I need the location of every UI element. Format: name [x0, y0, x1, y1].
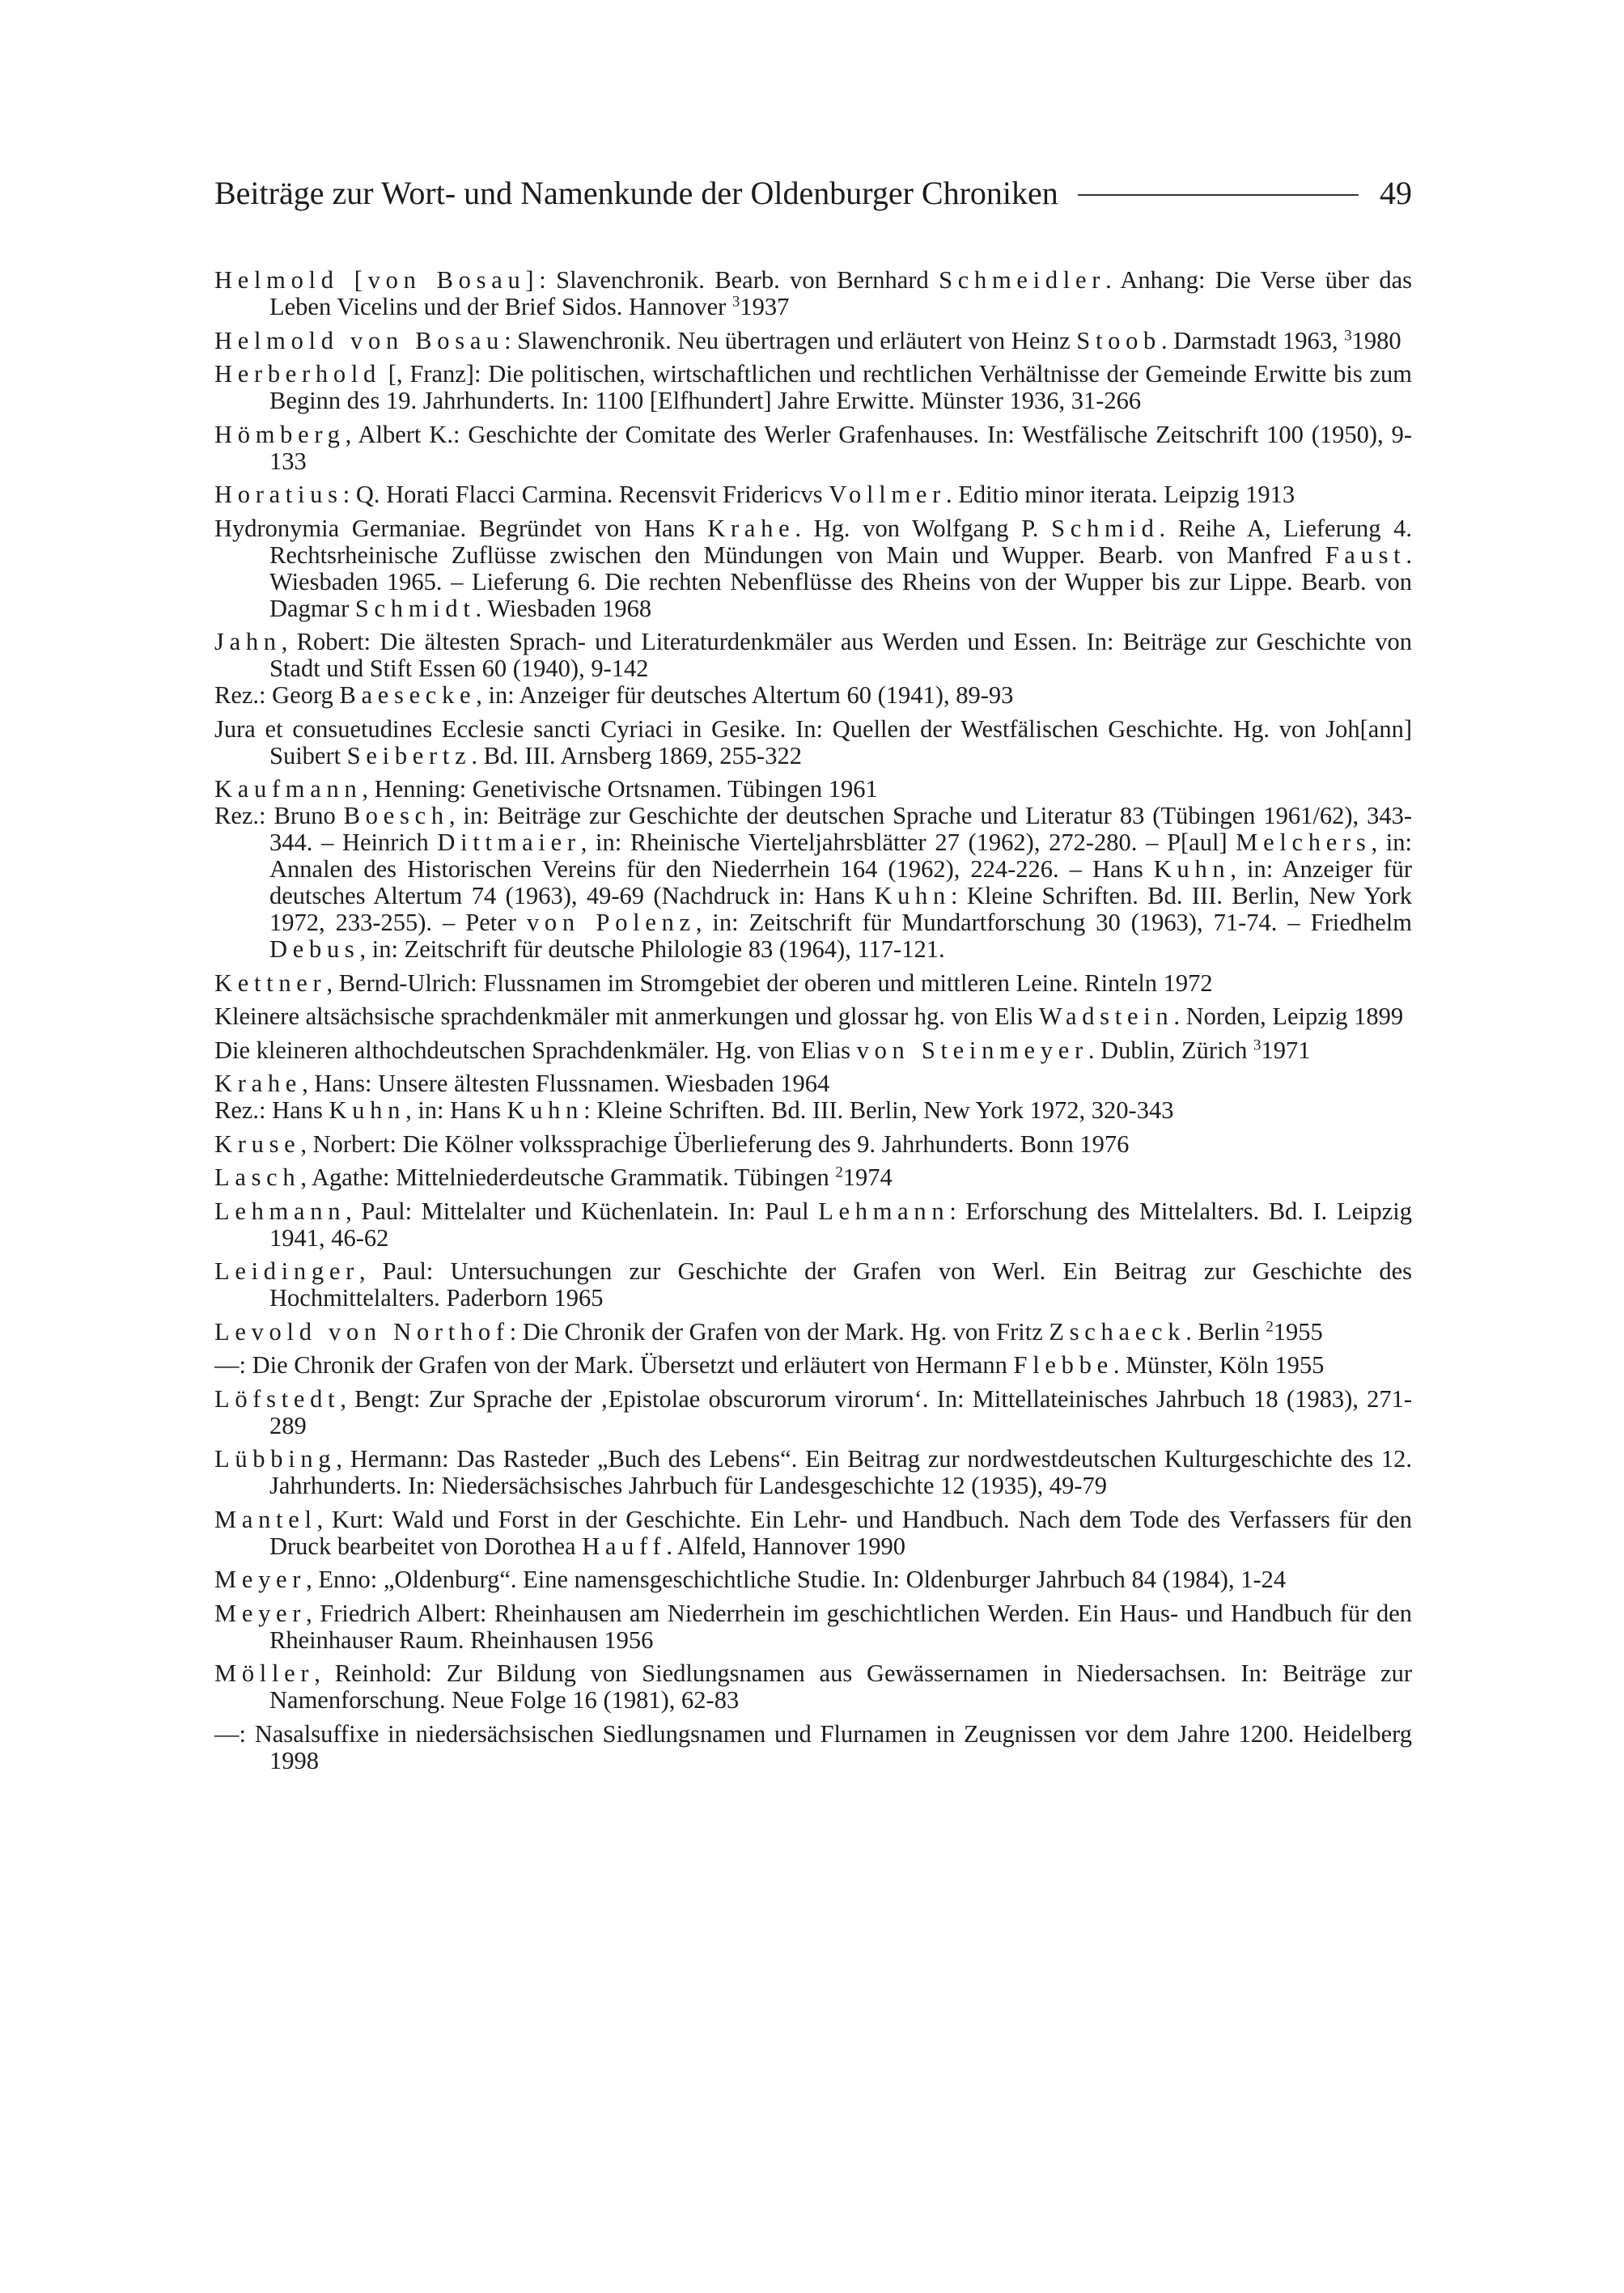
entry-text: , Bernd-Ulrich: Flussnamen im Stromgebiet der oberen und mittleren Leine. Rinteln 1972 [326, 968, 1213, 997]
review-note [214, 681, 1412, 709]
entry-text: . Dublin, Zürich [1088, 1036, 1253, 1064]
page-number: 49 [1380, 174, 1412, 211]
author-name: Hauff [582, 1532, 667, 1560]
entry-text: , Reinhold: Zur Bildung von Siedlungsnamen aus Gewässernamen in Niedersachsen. In: Beiträge zur Namenforschung. Neue Folge 16 (1981), 62-83 [269, 1659, 1412, 1714]
entry-text: : Kleine Schriften. Bd. III. Berlin, New York 1972, 233-255). – Peter [269, 882, 1412, 936]
entry-text: . Darmstadt 1963, [1161, 326, 1345, 354]
entry-text: , in: Hans [405, 1096, 507, 1124]
author-name: Kuhn [507, 1096, 584, 1124]
edition-superscript: 3 [731, 293, 740, 311]
entry-text: —: Die Chronik der Grafen von der Mark. Übersetzt und erläutert von Hermann [214, 1351, 1014, 1379]
author-name: von Steinmeyer [856, 1036, 1088, 1064]
bibliography-entry [214, 1600, 1412, 1654]
entry-text: . Reihe A, Lieferung 4. Rechtsrheinische Zuflüsse zwischen den Mündungen von Main und Wupper. Bearb. von Manfred [269, 514, 1412, 569]
entry-text: , in: Beiträge zur Geschichte der deutschen Sprache und Literatur 83 (Tübingen 1961/62), 343-344. – Heinrich [269, 802, 1412, 856]
entry-text: , in: Anzeiger für deutsches Altertum 60 (1941), 89-93 [476, 681, 1014, 709]
author-name: von Polenz [526, 909, 696, 936]
entry-text: Kleinere altsächsische sprachdenkmäler mit anmerkungen und glossar hg. von Elis [214, 1002, 1039, 1030]
author-name: Krahe [214, 1070, 303, 1097]
entry-text: . Berlin [1185, 1317, 1266, 1346]
bibliography-entry [214, 1070, 1412, 1124]
entry-text: , Hans: Unsere ältesten Flussnamen. Wiesbaden 1964 [302, 1070, 830, 1097]
entry-text: . Wiesbaden 1968 [475, 594, 652, 622]
edition-superscript: 3 [1253, 1036, 1261, 1054]
author-name: Vollmer [829, 481, 946, 508]
author-name: Möller [214, 1659, 315, 1687]
author-name: Horatius [214, 481, 343, 508]
author-name: Lehmann [818, 1197, 950, 1225]
entry-text: 1971 [1261, 1036, 1311, 1064]
author-name: Baesecke [339, 681, 477, 709]
bibliography-entry [214, 1003, 1412, 1030]
bibliography-entry [214, 776, 1412, 963]
entry-text: Rez.: Georg [214, 681, 340, 709]
entry-text: , Paul: Untersuchungen zur Geschichte der Grafen von Werl. Ein Beitrag zur Geschichte des Hochmittelalters. Paderborn 1965 [269, 1257, 1412, 1312]
bibliography-entry [214, 1507, 1412, 1560]
header-rule [1078, 194, 1359, 196]
bibliography-entry [214, 1198, 1412, 1252]
entry-text: Jura et consuetudines Ecclesie sancti Cyriaci in Gesike. In: Quellen der Westfälischen Geschichte. Hg. von Joh[ann] Suibert [214, 714, 1412, 769]
bibliography-entry [214, 1319, 1412, 1346]
bibliography-entry [214, 1258, 1412, 1312]
entry-text: Rez.: Bruno [214, 802, 344, 829]
entry-text: 1955 [1273, 1317, 1323, 1346]
author-name: Zschaeck [1049, 1317, 1186, 1346]
author-name: Lehmann [214, 1197, 346, 1225]
entry-text: : Kleine Schriften. Bd. III. Berlin, New York 1972, 320-343 [583, 1096, 1174, 1124]
author-name: Faust [1325, 540, 1406, 569]
bibliography-entry [214, 1352, 1412, 1379]
bibliography-entry [214, 328, 1412, 354]
entry-text: , in: Annalen des Historischen Vereins für den Niederrhein 164 (1962), 224-226. – Hans [269, 829, 1412, 883]
entry-text: , Albert K.: Geschichte der Comitate des Werler Grafenhauses. In: Westfälische Zeitschrift 100 (1950), 9-133 [269, 420, 1412, 475]
entry-text: , Enno: „Oldenburg“. Eine namensgeschichtliche Studie. In: Oldenburger Jahrbuch 84 (1984), 1-24 [306, 1566, 1287, 1593]
entry-text: , Hermann: Das Rasteder „Buch des Lebens“. Ein Beitrag zur nordwestdeutschen Kulturgeschichte des 12. Jahrhunderts. In: Niedersächsisches Jahrbuch für Landesgeschichte 12 (1935), 49-79 [269, 1445, 1412, 1499]
author-name: Krahe [707, 514, 795, 542]
entry-text: . Editio minor iterata. Leipzig 1913 [945, 481, 1295, 508]
entry-text: , Agathe: Mittelniederdeutsche Grammatik. Tübingen [300, 1163, 836, 1191]
author-name: Kuhn [874, 882, 951, 909]
entry-text: , Henning: Genetivische Ortsnamen. Tübingen 1961 [362, 775, 878, 803]
edition-superscript: 2 [1266, 1318, 1274, 1336]
entry-text: , Kurt: Wald und Forst in der Geschichte. Ein Lehr- und Handbuch. Nach dem Tode des Verfassers für den Druck bearbeitet von Dorothea [269, 1505, 1412, 1560]
entry-text: . Hg. von Wolfgang P. [795, 514, 1052, 542]
author-name: Melchers [1236, 829, 1372, 856]
author-name: Debus [269, 935, 360, 963]
bibliography-entry [214, 481, 1412, 508]
author-name: Levold von Northof [214, 1317, 510, 1346]
bibliography-entry [214, 361, 1412, 414]
author-name: Mantel [214, 1505, 317, 1533]
bibliography-entry [214, 970, 1412, 997]
entry-text: : Slavenchronik. Bearb. von Bernhard [539, 266, 939, 294]
edition-superscript: 2 [835, 1163, 843, 1181]
author-name: Wadstein [1038, 1002, 1174, 1030]
bibliography-entry [214, 1131, 1412, 1158]
entry-text: 1980 [1351, 326, 1401, 354]
author-name: Stoob [1076, 326, 1162, 354]
entry-text: , Friedrich Albert: Rheinhausen am Niederrhein im geschichtlichen Werden. Ein Haus- und Handbuch für den Rheinhauser Raum. Rheinhausen 1956 [269, 1599, 1412, 1654]
entry-text: Hydronymia Germaniae. Begründet von Hans [214, 514, 708, 542]
author-name: Jahn [214, 628, 282, 655]
entry-text: , in: Zeitschrift für deutsche Philologie 83 (1964), 117-121. [359, 935, 945, 963]
entry-text: —: Nasalsuffixe in niedersächsischen Siedlungsnamen und Flurnamen in Zeugnissen vor dem Jahre 1200. Heidelberg 1998 [214, 1719, 1412, 1774]
author-name: Schmid [1051, 514, 1160, 542]
author-name: Schmidt [354, 594, 476, 622]
entry-text: . Bd. III. Arnsberg 1869, 255-322 [471, 741, 802, 769]
bibliography-entry [214, 422, 1412, 475]
author-name: Helmold [von Bosau] [214, 266, 540, 294]
entry-text: : Q. Horati Flacci Carmina. Recensvit Fridericvs [342, 481, 829, 508]
author-name: Kuhn [1153, 855, 1231, 883]
bibliography-list [214, 267, 1412, 1781]
author-name: Löfstedt [214, 1384, 341, 1413]
entry-text: , in: Anzeiger für deutsches Altertum 74 (1963), 49-69 (Nachdruck in: Hans [269, 855, 1412, 909]
author-name: Lasch [214, 1163, 301, 1191]
author-name: Helmold von Bosau [214, 326, 505, 354]
author-name: Lübbing [214, 1445, 337, 1473]
bibliography-entry [214, 267, 1412, 320]
review-note [214, 1096, 1412, 1124]
bibliography-entry [214, 629, 1412, 709]
entry-text: Rez.: Hans [214, 1096, 329, 1124]
entry-text: [, Franz]: Die politischen, wirtschaftlichen und rechtlichen Verhältnisse der Gemeinde Erwitte bis zum Beginn des 19. Jahrhunderts. In: 1100 [Elfhundert] Jahre Erwitte. Münster 1936, 31-266 [269, 360, 1412, 414]
bibliography-entry [214, 1660, 1412, 1714]
bibliography-entry [214, 716, 1412, 769]
author-name: Meyer [214, 1599, 307, 1627]
bibliography-entry [214, 1566, 1412, 1593]
entry-text: , in: Rheinische Vierteljahrsblätter 27 (1962), 272-280. – P[aul] [580, 829, 1236, 856]
entry-text: . Norden, Leipzig 1899 [1173, 1002, 1404, 1030]
entry-text: , in: Zeitschrift für Mundartforschung 30 (1963), 71-74. – Friedhelm [695, 909, 1412, 936]
author-name: Hömberg [214, 420, 346, 448]
author-name: Herberhold [214, 360, 381, 388]
author-name: Dittmaier [437, 829, 581, 856]
entry-text: 1974 [842, 1163, 893, 1191]
bibliography-entry [214, 515, 1412, 622]
entry-text: . Anhang: Die Verse über das Leben Vicelins und der Brief Sidos. Hannover [269, 266, 1412, 320]
bibliography-entry [214, 1037, 1412, 1064]
running-header [214, 168, 1412, 217]
author-name: Schmeidler [939, 266, 1106, 294]
entry-text: . Alfeld, Hannover 1990 [666, 1532, 905, 1560]
entry-text: : Slawenchronik. Neu übertragen und erläutert von Heinz [504, 326, 1077, 354]
entry-text: . Münster, Köln 1955 [1113, 1351, 1325, 1379]
author-name: Kaufmann [214, 775, 363, 803]
bibliography-entry [214, 1721, 1412, 1774]
author-name: Meyer [214, 1566, 307, 1593]
entry-text: Die kleineren althochdeutschen Sprachdenkmäler. Hg. von Elias [214, 1036, 857, 1064]
entry-text: 1937 [740, 293, 790, 320]
entry-text: , Norbert: Die Kölner volkssprachige Überlieferung des 9. Jahrhunderts. Bonn 1976 [300, 1130, 1130, 1158]
author-name: Seibertz [346, 741, 472, 769]
bibliography-entry [214, 1164, 1412, 1191]
entry-text: , Paul: Mittelalter und Küchenlatein. In: Paul [346, 1197, 819, 1225]
bibliography-entry [214, 1446, 1412, 1499]
running-title: Beiträge zur Wort- und Namenkunde der Oldenburger Chroniken [214, 174, 1058, 211]
author-name: Kruse [214, 1130, 301, 1158]
edition-superscript: 3 [1344, 327, 1352, 345]
entry-text: , Bengt: Zur Sprache der ‚Epistolae obscurorum virorum‘. In: Mittellateinisches Jahrbuch 18 (1983), 271-289 [269, 1384, 1412, 1439]
bibliography-entry [214, 1386, 1412, 1439]
review-note [214, 802, 1412, 963]
author-name: Flebbe [1013, 1351, 1113, 1379]
author-name: Leidinger [214, 1257, 359, 1285]
author-name: Kettner [214, 968, 327, 997]
author-name: Boesch [343, 802, 449, 829]
entry-text: . Wiesbaden 1965. – Lieferung 6. Die rechten Nebenflüsse des Rheins von der Wupper bis zur Lippe. Bearb. von Dagmar [269, 540, 1412, 622]
entry-text: : Die Chronik der Grafen von der Mark. Hg. von Fritz [509, 1317, 1049, 1346]
entry-text: : Erforschung des Mittelalters. Bd. I. Leipzig 1941, 46-62 [269, 1197, 1412, 1252]
author-name: Kuhn [329, 1096, 406, 1124]
entry-text: , Robert: Die ältesten Sprach- und Literaturdenkmäler aus Werden und Essen. In: Beiträge zur Geschichte von Stadt und Stift Essen 60 (1940), 9-142 [269, 628, 1412, 682]
